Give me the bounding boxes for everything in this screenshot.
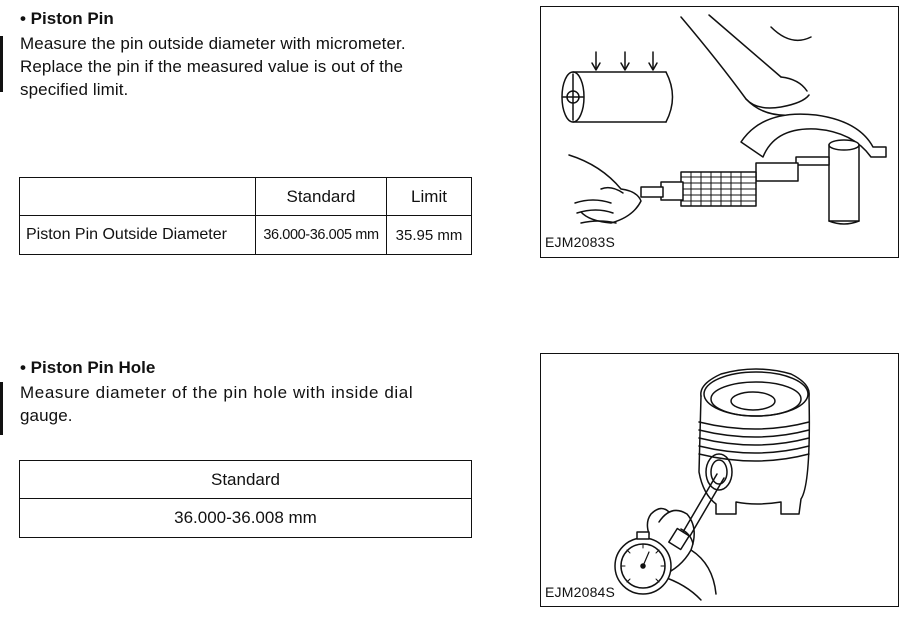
figure-label-1: EJM2083S: [545, 234, 616, 250]
header-standard-cell: Standard: [20, 461, 472, 499]
piston-pin-heading: • Piston Pin: [20, 9, 114, 28]
row-standard-cell: 36.000-36.005 mm: [256, 216, 387, 255]
change-bar-1: [0, 36, 3, 92]
standard-value-cell: 36.000-36.008 mm: [20, 499, 472, 538]
figure-label-2: EJM2084S: [545, 584, 616, 600]
piston-pin-hole-heading: • Piston Pin Hole: [20, 358, 156, 377]
dial-gauge-illustration-icon: [541, 354, 898, 606]
piston-pin-hole-section: [20, 357, 472, 427]
header-empty-cell: [20, 178, 256, 216]
table-row: [20, 216, 472, 255]
piston-pin-line-2: Replace the pin if the measured value is out of the: [20, 57, 404, 76]
row-limit-cell: 35.95 mm: [387, 216, 472, 255]
piston-pin-spec-table: [19, 177, 472, 255]
row-label-cell: Piston Pin Outside Diameter: [20, 216, 256, 255]
piston-pin-line-3: specified limit.: [20, 80, 129, 99]
table-header-row: [20, 178, 472, 216]
dial-gauge-figure: [540, 353, 899, 607]
piston-pin-section: [20, 8, 472, 101]
pin-hole-spec-table: [19, 460, 472, 538]
micrometer-illustration-icon: [541, 7, 898, 257]
header-limit-cell: Limit: [387, 178, 472, 216]
header-standard-cell: Standard: [256, 178, 387, 216]
piston-pin-line-1: Measure the pin outside diameter with micrometer.: [20, 34, 406, 53]
table-row: [20, 499, 472, 538]
change-bar-2: [0, 382, 3, 435]
micrometer-figure: [540, 6, 899, 258]
table-header-row: [20, 461, 472, 499]
piston-pin-hole-line-1: Measure diameter of the pin hole with inside dial: [20, 383, 414, 402]
piston-pin-hole-line-2: gauge.: [20, 406, 73, 425]
